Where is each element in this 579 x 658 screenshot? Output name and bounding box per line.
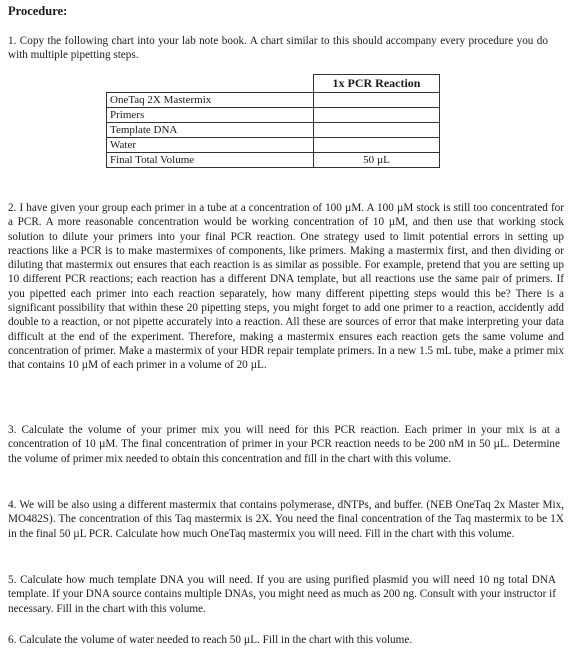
step-3-text: 3. Calculate the volume of your primer mix you will need for this PCR reaction. Each primer in your mix is at a concentration of 10 µM. The final concentration of primer in your PCR reaction needs to be 200 nM in 50 µL. Determine the volume of primer mix needed to obtain this concentration and fill in the chart with this volume. <box>8 424 560 465</box>
table-row <box>107 153 440 168</box>
table-header-row <box>107 75 440 93</box>
table-row <box>107 93 440 108</box>
table-row-label: OneTaq 2X Mastermix <box>107 93 314 108</box>
table-row-value <box>314 108 440 123</box>
step-2-text: 2. I have given your group each primer in a tube at a concentration of 100 µM. A 100 µM stock is still too concentrated for a PCR. A more reasonable concentration would be working concentration of 10 µM, and then use that working stock solution to dilute your primers into your final PCR reaction. One strategy used to limit potential errors in setting up reactions like a PCR is to make mastermixes of components, like primers. Making a mastermix first, and then dividing or diluting that mastermix out ensures that each reaction is as similar as possible. For example, pretend that you are setting up 10 different PCR reactions; each reaction has a different DNA template, but all reactions use the same pair of primers. If you pipetted each primer into each reaction separately, how many different pipetting steps would this be? There is a significant possibility that within these 20 pipetting steps, you might forget to add one primer to a reaction, accidently add double to a reaction, or not pipette accurately into a reaction. All these are sources of error that make interpreting your data difficult at the end of the experiment. Therefore, making a mastermix ensures each reaction gets the same volume and concentration of primer. Make a mastermix of your HDR repair template primers. In a new 1.5 mL tube, make a primer mix that contains 10 µM of each primer in a volume of 20 µL. <box>8 202 564 372</box>
pcr-reaction-table <box>106 74 440 168</box>
table-row-label: Final Total Volume <box>107 153 314 168</box>
table-row-label: Template DNA <box>107 123 314 138</box>
table-row-value <box>314 123 440 138</box>
table-row-label: Primers <box>107 108 314 123</box>
table-row-value <box>314 138 440 153</box>
procedure-heading: Procedure: <box>8 4 68 18</box>
table-row-label: Water <box>107 138 314 153</box>
table-row <box>107 138 440 153</box>
table-row-value <box>314 93 440 108</box>
step-6-text: 6. Calculate the volume of water needed to reach 50 µL. Fill in the chart with this volume. <box>8 634 413 646</box>
step-1-text: 1. Copy the following chart into your lab note book. A chart similar to this should accompany every procedure you do with multiple pipetting steps. <box>8 35 548 62</box>
table-column-header: 1x PCR Reaction <box>314 75 440 93</box>
table-row <box>107 108 440 123</box>
table-row-value: 50 µL <box>314 153 440 168</box>
table-corner-cell <box>107 75 314 93</box>
step-5-text: 5. Calculate how much template DNA you will need. If you are using purified plasmid you will need 10 ng total DNA template. If your DNA source contains multiple DNAs, you might need as much as 200 ng. Consult with your instructor if necessary. Fill in the chart with this volume. <box>8 574 556 615</box>
table-row <box>107 123 440 138</box>
step-4-text: 4. We will be also using a different mastermix that contains polymerase, dNTPs, and buffer. (NEB OneTaq 2x Master Mix, MO482S). The concentration of this Taq mastermix is 2X. You need the final concentration of the Taq mastermix to be 1X in the final 50 µL PCR. Calculate how much OneTaq mastermix you will need. Fill in the chart with this volume. <box>8 499 564 540</box>
